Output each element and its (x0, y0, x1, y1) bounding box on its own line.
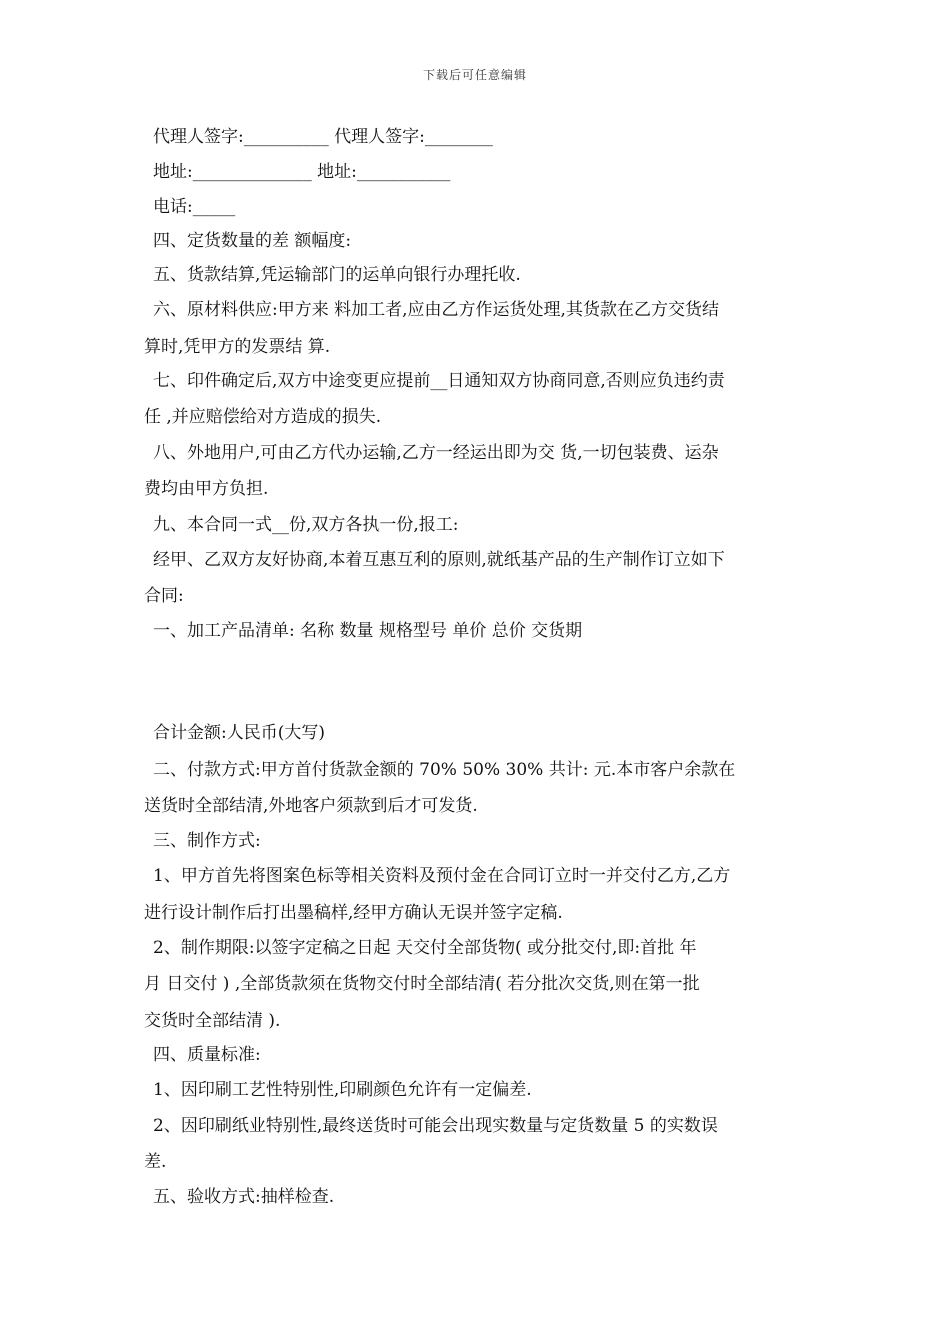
text-line-content: 六、原材料供应:甲方来 料加工者,应由乙方作运货处理,其货款在乙方交货结 (153, 300, 719, 320)
text-line-content: 四、定货数量的差 额幅度: (153, 231, 352, 251)
text-line-content: 七、印件确定后,双方中途变更应提前__日通知双方协商同意,否则应负违约责 (153, 371, 725, 391)
text-line-content: 二、付款方式:甲方首付货款金额的 70% 50% 30% 共计: 元.本市客户余款在 (153, 760, 736, 780)
text-line-content: 一、加工产品清单: 名称 数量 规格型号 单价 总价 交货期 (153, 621, 583, 641)
text-line-content: 进行设计制作后打出墨稿样,经甲方确认无误并签字定稿. (144, 903, 563, 923)
text-line-content: 差. (144, 1152, 167, 1172)
text-line-content: 送货时全部结清,外地客户须款到后才可发货. (144, 796, 478, 816)
text-line-content: 三、制作方式: (153, 831, 261, 851)
text-line-content: 八、外地用户,可由乙方代办运输,乙方一经运出即为交 货,一切包装费、运杂 (153, 443, 719, 463)
text-line-content: 经甲、乙双方友好协商,本着互惠互利的原则,就纸基产品的生产制作订立如下 (153, 550, 725, 570)
text-line-content: 2、制作期限:以签字定稿之日起 天交付全部货物( 或分批交付,即:首批 年 (153, 938, 697, 958)
text-line-content: 1、因印刷工艺性特别性,印刷颜色允许有一定偏差. (153, 1080, 532, 1100)
text-line-content: 费均由甲方负担. (144, 479, 269, 499)
text-line-content: 代理人签字:__________ 代理人签字:________ (153, 127, 493, 147)
text-line-content: 地址:______________ 地址:___________ (153, 162, 451, 182)
page-header: 下载后可任意编辑 (422, 68, 527, 82)
text-line-content: 2、因印刷纸业特别性,最终送货时可能会出现实数量与定货数量 5 的实数误 (153, 1116, 718, 1136)
text-line-content: 五、货款结算,凭运输部门的运单向银行办理托收. (153, 265, 521, 285)
text-line-content: 电话:_____ (153, 197, 236, 217)
text-line-content: 合同: (144, 586, 184, 606)
text-line-content: 五、验收方式:抽样检查. (153, 1187, 335, 1207)
text-line-content: 1、甲方首先将图案色标等相关资料及预付金在合同订立时一并交付乙方,乙方 (153, 866, 731, 886)
text-line-content: 九、本合同一式__份,双方各执一份,报工: (153, 515, 459, 535)
text-line-content: 任 ,并应赔偿给对方造成的损失. (144, 407, 382, 427)
text-line-content: 合计金额:人民币(大写) (153, 723, 325, 743)
text-line-content: 月 日交付 ) ,全部货款须在货物交付时全部结清( 若分批次交货,则在第一批 (144, 974, 700, 994)
text-line-content: 交货时全部结清 ). (144, 1011, 281, 1031)
text-line-content: 四、质量标准: (153, 1045, 261, 1065)
text-line-content: 算时,凭甲方的发票结 算. (144, 337, 331, 357)
